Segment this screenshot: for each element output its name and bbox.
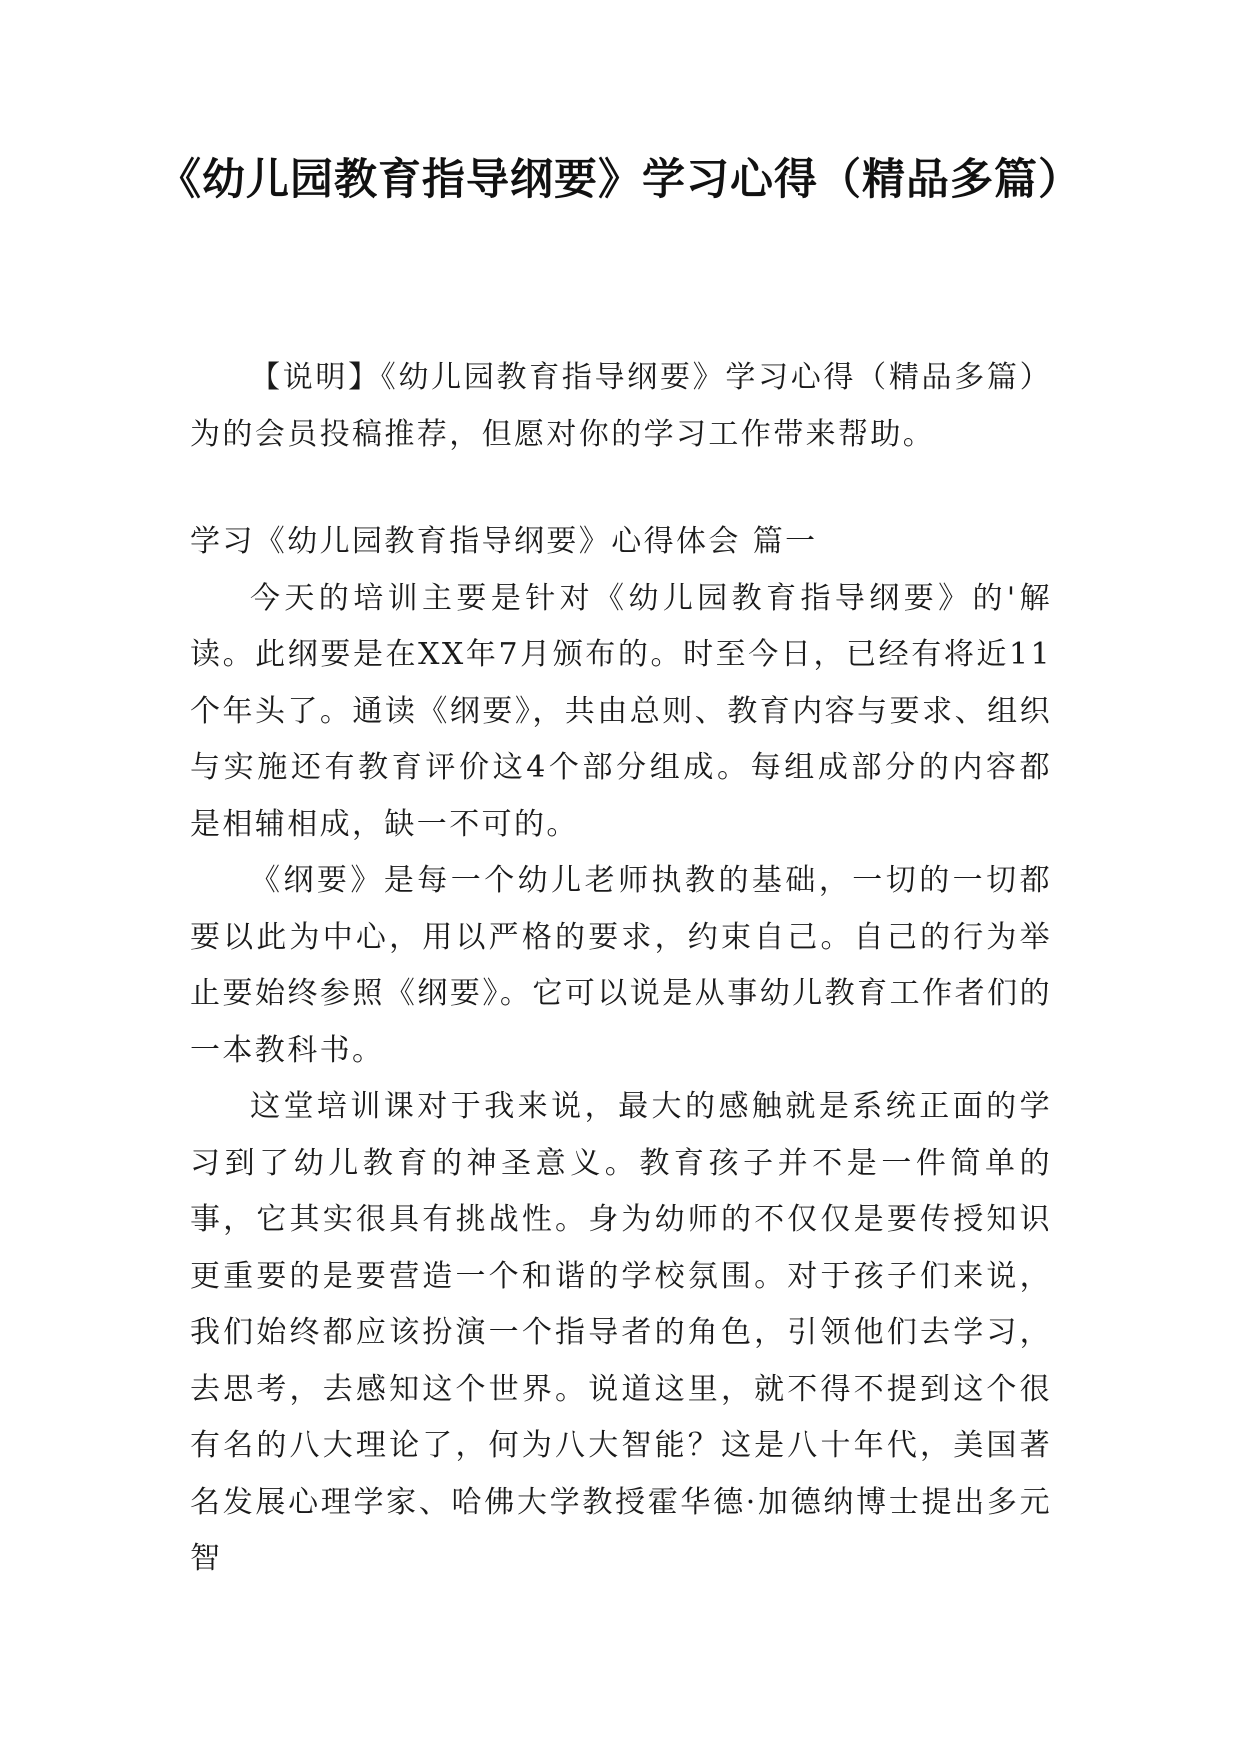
intro-note: 【说明】《幼儿园教育指导纲要》学习心得（精品多篇）为的会员投稿推荐，但愿对你的学习工作带来帮助。 — [190, 360, 1052, 452]
section-heading: 学习《幼儿园教育指导纲要》心得体会 篇一 — [190, 524, 818, 559]
document-body — [190, 350, 1052, 1588]
document-title: 《幼儿园教育指导纲要》学习心得（精品多篇） — [158, 155, 1082, 205]
body-paragraph: 这堂培训课对于我来说，最大的感触就是系统正面的学习到了幼儿教育的神圣意义。教育孩子并不是一件简单的事，它其实很具有挑战性。身为幼师的不仅仅是要传授知识更重要的是要营造一个和谐的学校氛围。对于孩子们来说，我们始终都应该扮演一个指导者的角色，引领他们去学习，去思考，去感知这个世界。说道这里，就不得不提到这个很有名的八大理论了，何为八大智能？这是八十年代，美国著名发展心理学家、哈佛大学教授霍华德·加德纳博士提出多元智 — [190, 1089, 1052, 1576]
body-paragraph: 今天的培训主要是针对《幼儿园教育指导纲要》的'解读。此纲要是在XX年7月颁布的。时至今日，已经有将近11个年头了。通读《纲要》，共由总则、教育内容与要求、组织与实施还有教育评价这4个部分组成。每组成部分的内容都是相辅相成，缺一不可的。 — [190, 580, 1052, 842]
body-paragraph: 《纲要》是每一个幼儿老师执教的基础，一切的一切都要以此为中心，用以严格的要求，约束自己。自己的行为举止要始终参照《纲要》。它可以说是从事幼儿教育工作者们的一本教科书。 — [190, 863, 1052, 1068]
